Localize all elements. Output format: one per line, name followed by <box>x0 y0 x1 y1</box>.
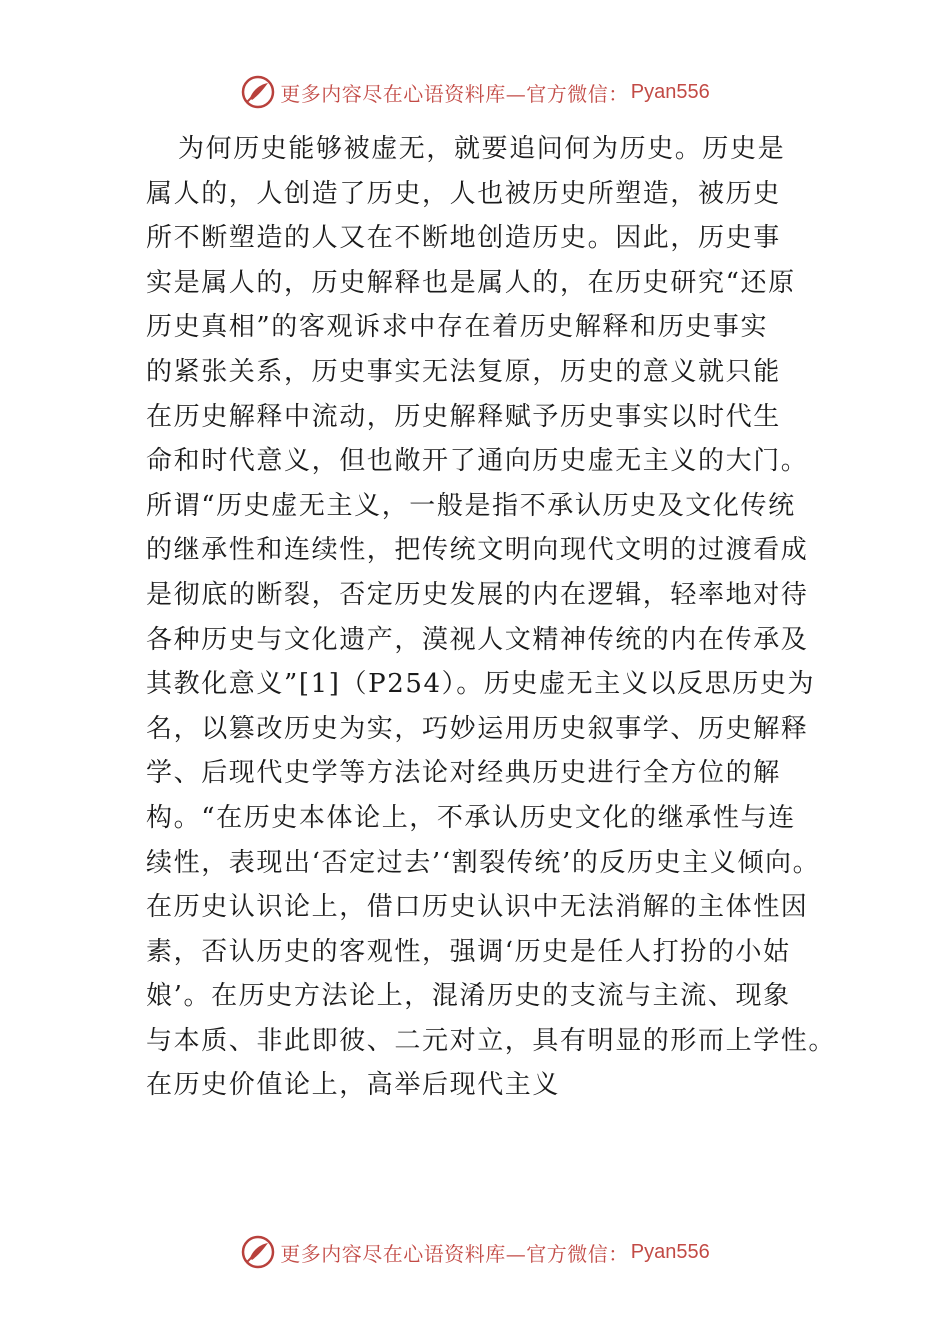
watermark-header <box>0 72 950 112</box>
watermark-wechat-id: Pyan556 <box>630 1240 710 1263</box>
text-line: 学、后现代史学等方法论对经典历史进行全方位的解 <box>146 758 781 789</box>
text-line: 是彻底的断裂，否定历史发展的内在逻辑，轻率地对待 <box>146 579 809 610</box>
text-line: 历史真相”的客观诉求中存在着历史解释和历史事实 <box>146 312 769 343</box>
body-text <box>146 127 846 1108</box>
watermark-text: 更多内容尽在心语资料库—官方微信： <box>280 81 629 106</box>
text-line: 属人的，人创造了历史，人也被历史所塑造，被历史 <box>146 178 781 209</box>
text-line: 名，以篡改历史为实，巧妙运用历史叙事学、历史解释 <box>146 713 809 744</box>
text-line: 与本质、非此即彼、二元对立，具有明显的形而上学性。 <box>146 1025 837 1056</box>
text-line: 命和时代意义，但也敞开了通向历史虚无主义的大门。 <box>146 446 809 477</box>
text-line: 各种历史与文化遗产，漠视人文精神传统的内在传承及 <box>146 624 809 655</box>
watermark-footer <box>0 1232 950 1272</box>
text-line: 为何历史能够被虚无，就要追问何为历史。历史是 <box>178 134 786 164</box>
text-line: 素，否认历史的客观性，强调‘历史是任人打扮的小姑 <box>146 936 791 967</box>
text-line: 其教化意义”[1]（P254）。历史虚无主义以反思历史为 <box>146 669 816 700</box>
text-line: 的继承性和连续性，把传统文明向现代文明的过渡看成 <box>146 535 809 566</box>
text-line: 的紧张关系，历史事实无法复原，历史的意义就只能 <box>146 356 781 387</box>
rose-logo-icon <box>240 1234 276 1270</box>
text-line: 娘’。在历史方法论上，混淆历史的支流与主流、现象 <box>146 981 791 1012</box>
text-line: 续性，表现出‘否定过去’‘割裂传统’的反历史主义倾向。 <box>146 847 821 878</box>
watermark-text: 更多内容尽在心语资料库—官方微信： <box>280 1241 629 1266</box>
text-line: 在历史认识论上，借口历史认识中无法消解的主体性因 <box>146 892 809 923</box>
text-line: 实是属人的，历史解释也是属人的，在历史研究“还原 <box>146 267 796 298</box>
rose-logo-icon <box>240 74 276 110</box>
watermark-wechat-id: Pyan556 <box>630 80 710 103</box>
text-line: 所谓“历史虚无主义，一般是指不承认历史及文化传统 <box>146 490 796 521</box>
text-line: 在历史解释中流动，历史解释赋予历史事实以时代生 <box>146 401 781 432</box>
text-line: 所不断塑造的人又在不断地创造历史。因此，历史事 <box>146 223 781 254</box>
text-line: 构。“在历史本体论上，不承认历史文化的继承性与连 <box>146 802 796 833</box>
text-line: 在历史价值论上，高举后现代主义 <box>146 1070 561 1101</box>
